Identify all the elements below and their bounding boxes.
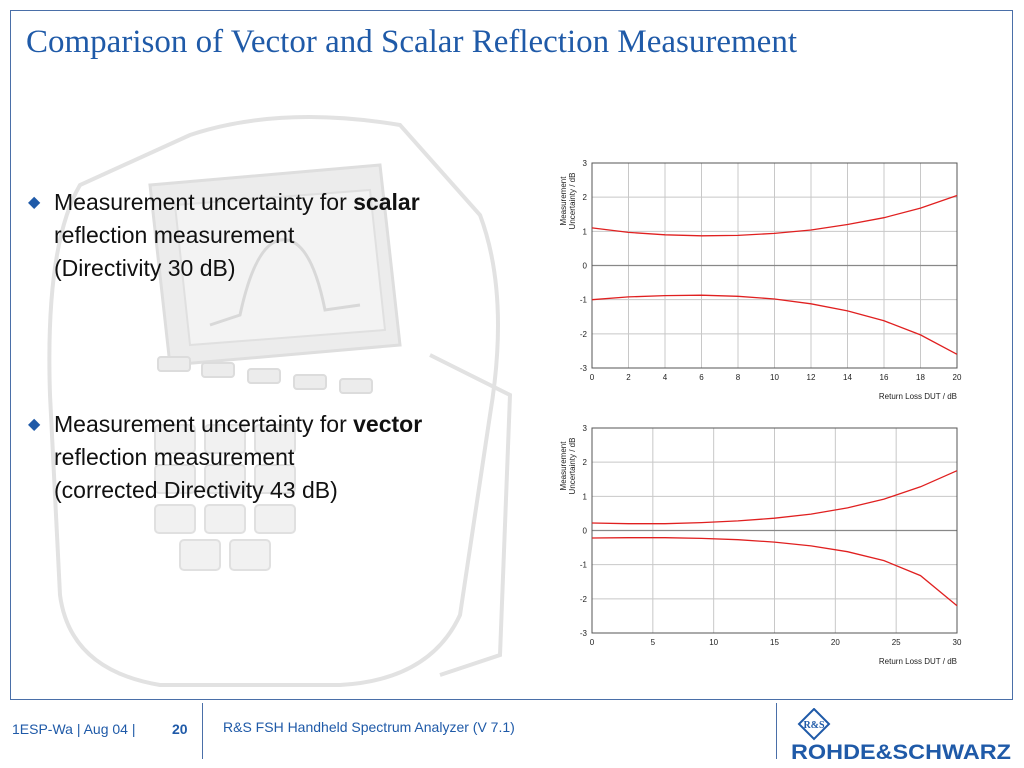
x-tick-label: 20 bbox=[952, 373, 962, 382]
y-tick-label: 1 bbox=[582, 492, 587, 502]
y-tick-label: 1 bbox=[582, 227, 587, 237]
x-tick-label: 6 bbox=[699, 373, 704, 382]
y-axis-label: Measurement bbox=[559, 441, 568, 491]
y-tick-label: -1 bbox=[579, 295, 587, 305]
footer-title: R&S FSH Handheld Spectrum Analyzer (V 7.1) bbox=[223, 719, 515, 735]
y-tick-label: 3 bbox=[582, 424, 587, 433]
vector-uncertainty-chart bbox=[550, 420, 970, 666]
y-tick-label: -3 bbox=[579, 364, 587, 373]
y-tick-label: -2 bbox=[579, 329, 587, 339]
diamond-bullet-icon: ◆ bbox=[28, 416, 41, 433]
x-tick-label: 12 bbox=[806, 373, 816, 382]
x-tick-label: 2 bbox=[626, 373, 631, 382]
y-tick-label: 0 bbox=[582, 526, 587, 536]
x-tick-label: 0 bbox=[589, 638, 595, 647]
page-number: 20 bbox=[172, 721, 188, 737]
bullet-scalar bbox=[28, 186, 528, 285]
footer-divider bbox=[776, 703, 777, 759]
scalar-uncertainty-chart bbox=[550, 155, 970, 405]
chart-svg bbox=[550, 155, 970, 405]
bullet-prefix: Measurement uncertainty for bbox=[54, 189, 354, 215]
x-tick-label: 5 bbox=[650, 638, 656, 647]
x-tick-label: 14 bbox=[843, 373, 852, 382]
y-axis-label: Uncertainty / dB bbox=[568, 172, 577, 230]
y-axis-label: Measurement bbox=[559, 176, 568, 226]
x-tick-label: 16 bbox=[879, 373, 889, 382]
chart-svg bbox=[550, 420, 970, 666]
bullet-emphasis: vector bbox=[353, 411, 423, 437]
rs-emblem-icon bbox=[799, 709, 829, 739]
x-tick-label: 30 bbox=[952, 638, 962, 647]
rohde-schwarz-logo bbox=[784, 708, 1016, 764]
x-tick-label: 10 bbox=[770, 373, 779, 382]
x-axis-label: Return Loss DUT / dB bbox=[878, 392, 957, 401]
y-tick-label: -3 bbox=[579, 629, 587, 638]
y-tick-label: -2 bbox=[579, 594, 587, 604]
bullet-line-2: reflection measurement bbox=[54, 222, 295, 248]
footer-divider bbox=[202, 703, 203, 759]
x-tick-label: 0 bbox=[589, 373, 595, 382]
x-tick-label: 25 bbox=[891, 638, 901, 647]
x-tick-label: 10 bbox=[709, 638, 719, 647]
x-tick-label: 8 bbox=[735, 373, 741, 382]
x-axis-label: Return Loss DUT / dB bbox=[878, 657, 957, 666]
x-tick-label: 4 bbox=[662, 373, 668, 382]
footer-left: 1ESP-Wa | Aug 04 | bbox=[12, 721, 136, 737]
bullet-line-2: reflection measurement bbox=[54, 444, 295, 470]
y-tick-label: 3 bbox=[582, 159, 587, 168]
x-tick-label: 15 bbox=[770, 638, 779, 647]
logo-text: ROHDE&SCHWARZ bbox=[791, 741, 1012, 764]
bullet-line-3: (Directivity 30 dB) bbox=[54, 255, 236, 281]
slide-title: Comparison of Vector and Scalar Reflection Measurement bbox=[26, 24, 797, 60]
y-tick-label: 2 bbox=[582, 458, 587, 468]
y-tick-label: -1 bbox=[579, 560, 587, 570]
y-tick-label: 2 bbox=[582, 193, 587, 203]
y-tick-label: 0 bbox=[582, 261, 587, 271]
bullet-emphasis: scalar bbox=[353, 189, 420, 215]
bullet-vector bbox=[28, 408, 528, 507]
diamond-bullet-icon: ◆ bbox=[28, 194, 41, 211]
x-tick-label: 18 bbox=[916, 373, 925, 382]
bullet-prefix: Measurement uncertainty for bbox=[54, 411, 354, 437]
logo-emblem-text: R&S bbox=[803, 720, 825, 731]
x-tick-label: 20 bbox=[830, 638, 840, 647]
bullet-line-3: (corrected Directivity 43 dB) bbox=[54, 477, 338, 503]
y-axis-label: Uncertainty / dB bbox=[568, 437, 577, 495]
device-illustration bbox=[40, 95, 520, 695]
